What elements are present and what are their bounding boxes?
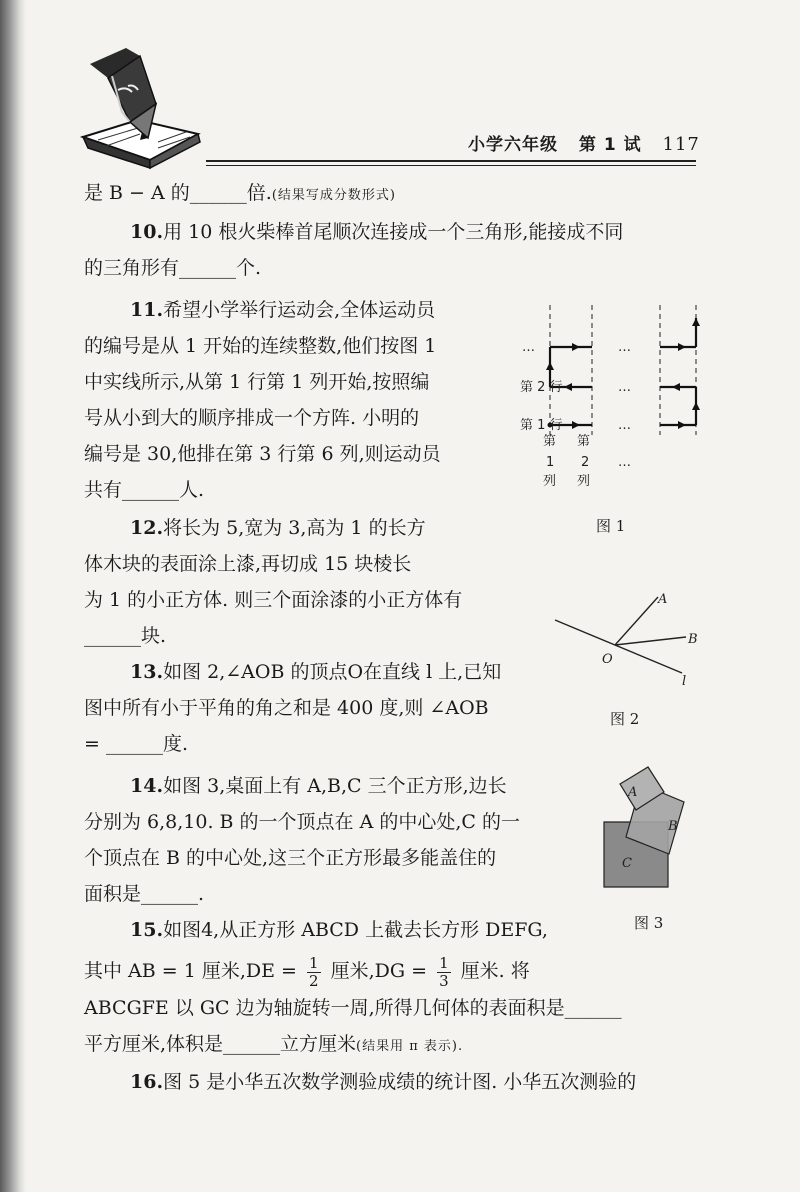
square-label-C: C (622, 856, 632, 871)
row-label: 第 2 行 (520, 380, 563, 395)
text-line: 平方厘米,体积是______立方厘米(结果用 π 表示). (84, 1033, 464, 1055)
ellipsis: … (618, 418, 631, 433)
col-label: 第 (543, 434, 557, 449)
problem-number: 16. (130, 1071, 164, 1093)
text-line: 是 B − A 的______倍.(结果写成分数形式) (84, 182, 396, 204)
problem-10: 10.用 10 根火柴棒首尾顺次连接成一个三角形,能接成不同 (130, 221, 624, 243)
running-header (468, 130, 714, 155)
square-label-B: B (668, 819, 678, 834)
figure-2-angle-diagram (550, 585, 710, 695)
text-line: 的三角形有______个. (84, 257, 262, 279)
square-label-A: A (628, 785, 638, 800)
text-line: ABCGFE 以 GC 边为轴旋转一周,所得几何体的表面积是______ (84, 997, 622, 1019)
text-line: 共有______人. (84, 479, 205, 501)
problem-number: 11. (130, 299, 164, 321)
answer-format-note: (结果用 π 表示). (356, 1039, 464, 1054)
col-label: 2 (581, 455, 590, 470)
text-line: 编号是 30,他排在第 3 行第 6 列,则运动员 (84, 443, 441, 465)
header-rule-thin (206, 165, 696, 166)
text-line: 体木块的表面涂上漆,再切成 15 块棱长 (84, 553, 412, 575)
problem-number: 15. (130, 919, 164, 941)
book-spine-shadow (0, 0, 26, 1192)
row-label: … (522, 340, 535, 355)
ellipsis: … (618, 340, 631, 355)
fraction-one-third: $\frac{1}{3}$ (439, 953, 449, 990)
page-number: 117 (662, 134, 700, 155)
problem-12: 12.将长为 5,宽为 3,高为 1 的长方 (130, 517, 426, 539)
header-rule (206, 160, 696, 162)
text-line: 中实线所示,从第 1 行第 1 列开始,按照编 (84, 371, 430, 393)
text-line: = ______度. (84, 733, 188, 755)
col-label: 1 (546, 455, 555, 470)
figure-2-caption: 图 2 (610, 710, 640, 728)
col-label: … (618, 455, 631, 470)
point-label-A: A (658, 592, 668, 607)
pencil-reading-mascot-icon (78, 42, 208, 177)
text-line: 图中所有小于平角的角之和是 400 度,则 ∠AOB (84, 697, 489, 719)
line-label-l: l (682, 674, 687, 689)
text-line: 个顶点在 B 的中心处,这三个正方形最多能盖住的 (84, 847, 497, 869)
text-line: 号从小到大的顺序排成一个方阵. 小明的 (84, 407, 420, 429)
point-label-O: O (602, 652, 613, 667)
problem-11: 11.希望小学举行运动会,全体运动员 (130, 299, 436, 321)
fraction-one-half: $\frac{1}{2}$ (309, 953, 319, 990)
header-grade: 小学六年级 (468, 135, 558, 155)
problem-number: 14. (130, 775, 164, 797)
figure-3-caption: 图 3 (634, 914, 664, 932)
problem-15: 15.如图4,从正方形 ABCD 上截去长方形 DEFG, (130, 919, 548, 941)
problem-number: 13. (130, 661, 164, 683)
text-line: 的编号是从 1 开始的连续整数,他们按图 1 (84, 335, 437, 357)
problem-number: 12. (130, 517, 164, 539)
col-label: 第 (577, 434, 591, 449)
col-label: 列 (577, 474, 591, 489)
figure-1-caption: 图 1 (596, 517, 626, 535)
row-label: 第 1 行 (520, 418, 563, 433)
problem-14: 14.如图 3,桌面上有 A,B,C 三个正方形,边长 (130, 775, 507, 797)
problem-13: 13.如图 2,∠AOB 的顶点O在直线 l 上,已知 (130, 661, 502, 683)
text-line: 面积是______. (84, 883, 205, 905)
ellipsis: … (618, 380, 631, 395)
figure-3-squares (596, 762, 706, 897)
figure-1-grid-path (520, 300, 710, 495)
problem-number: 10. (130, 221, 164, 243)
point-label-B: B (688, 632, 698, 647)
text-line: 为 1 的小正方体. 则三个面涂漆的小正方体有 (84, 589, 463, 611)
header-test: 第 1 试 (578, 135, 642, 155)
text-line: 分别为 6,8,10. B 的一个顶点在 A 的中心处,C 的一 (84, 811, 520, 833)
problem-16: 16.图 5 是小华五次数学测验成绩的统计图. 小华五次测验的 (130, 1071, 637, 1093)
col-label: 列 (543, 474, 557, 489)
answer-format-note: (结果写成分数形式) (271, 188, 396, 203)
text-line: ______块. (84, 625, 167, 647)
text-line: 其中 AB = 1 厘米,DE = $\frac{1}{2}$ 厘米,DG = $\frac{1}{3}$ 厘米. 将 (84, 953, 530, 990)
